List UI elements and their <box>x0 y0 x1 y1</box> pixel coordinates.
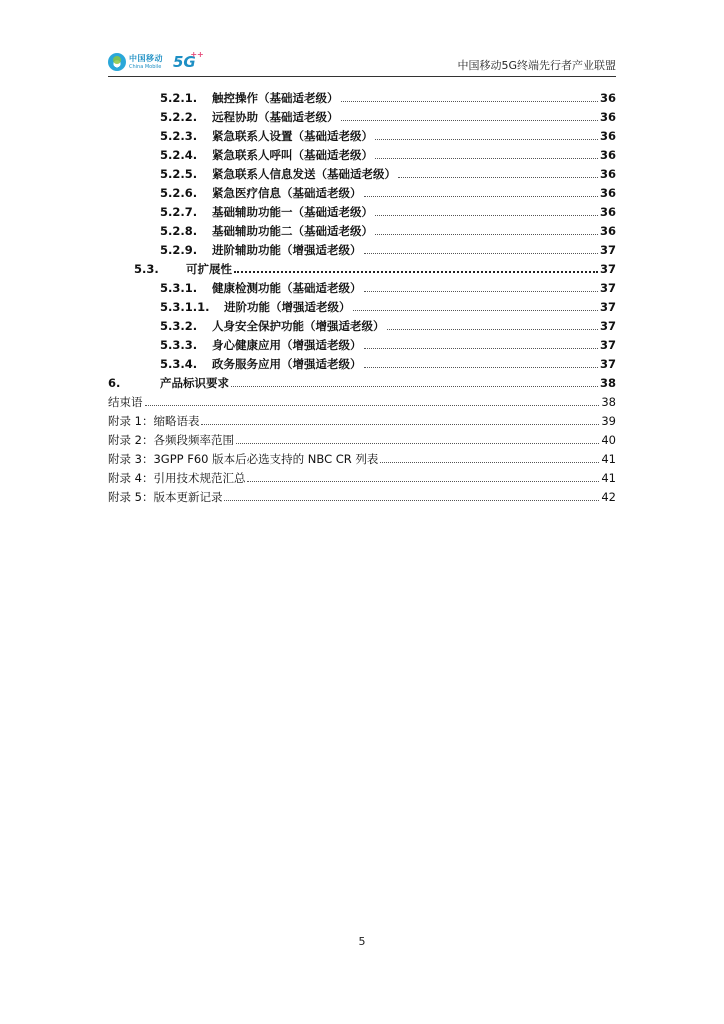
5g-logo-plus: ++ <box>190 49 204 59</box>
toc-dot-leader <box>234 271 598 273</box>
toc-dot-leader <box>231 386 598 387</box>
toc-entry[interactable] <box>108 86 616 105</box>
toc-entry-title: 产品标识要求 <box>160 376 229 390</box>
toc-entry-number: 5.2.4. <box>160 148 198 162</box>
toc-entry-number: 5.2.1. <box>160 91 198 105</box>
toc-entry-title: 身心健康应用（增强适老级） <box>212 338 362 352</box>
toc-dot-leader <box>224 500 599 501</box>
toc-dot-leader <box>341 120 598 121</box>
logo-english-name: China Mobile <box>129 63 162 70</box>
toc-entry-page: 36 <box>599 224 616 238</box>
china-mobile-logo <box>108 49 204 74</box>
china-mobile-logo-icon <box>108 53 126 71</box>
toc-entry[interactable] <box>108 257 616 276</box>
toc-dot-leader <box>145 405 600 406</box>
toc-entry[interactable] <box>108 485 616 504</box>
toc-entry-page: 38 <box>601 395 616 409</box>
toc-dot-leader <box>364 253 598 254</box>
toc-entry-page: 36 <box>599 129 616 143</box>
toc-entry-page: 41 <box>601 471 616 485</box>
toc-entry-number: 5.2.5. <box>160 167 198 181</box>
toc-entry-page: 37 <box>599 281 616 295</box>
toc-entry[interactable] <box>108 238 616 257</box>
toc-entry-title: 健康检测功能（基础适老级） <box>212 281 362 295</box>
toc-entry-number: 5.3.2. <box>160 319 198 333</box>
toc-entry-title: 人身安全保护功能（增强适老级） <box>212 319 385 333</box>
toc-dot-leader <box>236 443 599 444</box>
toc-entry-page: 37 <box>599 357 616 371</box>
toc-entry-title: 进阶功能（增强适老级） <box>224 300 351 314</box>
toc-entry-title: 进阶辅助功能（增强适老级） <box>212 243 362 257</box>
toc-entry-title: 远程协助（基础适老级） <box>212 110 339 124</box>
toc-entry[interactable] <box>108 105 616 124</box>
toc-entry[interactable] <box>108 428 616 447</box>
toc-entry-number: 5.2.3. <box>160 129 198 143</box>
toc-entry-number: 5.3.1. <box>160 281 198 295</box>
toc-dot-leader <box>375 139 598 140</box>
toc-entry[interactable] <box>108 390 616 409</box>
toc-entry[interactable] <box>108 466 616 485</box>
toc-entry[interactable] <box>108 314 616 333</box>
toc-dot-leader <box>364 367 598 368</box>
toc-entry[interactable] <box>108 352 616 371</box>
toc-entry[interactable] <box>108 143 616 162</box>
toc-entry-title: 基础辅助功能一（基础适老级） <box>212 205 373 219</box>
toc-entry-page: 36 <box>599 186 616 200</box>
toc-entry-title: 附录 5：版本更新记录 <box>108 490 223 504</box>
toc-entry-page: 39 <box>601 414 616 428</box>
toc-entry-number: 5.2.7. <box>160 205 198 219</box>
toc-entry-page: 36 <box>599 148 616 162</box>
toc-entry-number: 5.2.6. <box>160 186 198 200</box>
table-of-contents <box>108 86 616 504</box>
toc-entry-title: 紧急联系人信息发送（基础适老级） <box>212 167 396 181</box>
toc-entry[interactable] <box>108 409 616 428</box>
toc-entry-title: 政务服务应用（增强适老级） <box>212 357 362 371</box>
toc-entry-number: 5.3.1.1. <box>160 300 210 314</box>
logo-chinese-name: 中国移动 <box>129 53 163 63</box>
toc-entry-title: 附录 3：3GPP F60 版本后必选支持的 NBC CR 列表 <box>108 452 379 466</box>
toc-dot-leader <box>353 310 598 311</box>
toc-dot-leader <box>201 424 599 425</box>
logo-text <box>129 55 163 70</box>
toc-entry[interactable] <box>108 276 616 295</box>
toc-entry-number: 6. <box>108 376 121 390</box>
toc-entry-title: 结束语 <box>108 395 143 409</box>
toc-entry[interactable] <box>108 295 616 314</box>
toc-dot-leader <box>375 234 598 235</box>
toc-entry-title: 附录 2：各频段频率范围 <box>108 433 234 447</box>
toc-entry-number: 5.3.3. <box>160 338 198 352</box>
toc-entry[interactable] <box>108 124 616 143</box>
toc-entry-page: 40 <box>601 433 616 447</box>
toc-entry-page: 37 <box>599 319 616 333</box>
toc-entry-page: 36 <box>599 91 616 105</box>
toc-entry[interactable] <box>108 447 616 466</box>
toc-entry-page: 38 <box>599 376 616 390</box>
toc-dot-leader <box>375 215 598 216</box>
toc-dot-leader <box>364 291 598 292</box>
toc-entry-number: 5.2.2. <box>160 110 198 124</box>
toc-entry-title: 基础辅助功能二（基础适老级） <box>212 224 373 238</box>
toc-dot-leader <box>247 481 599 482</box>
toc-entry-number: 5.3. <box>134 262 159 276</box>
toc-entry-page: 37 <box>599 262 616 276</box>
toc-dot-leader <box>375 158 598 159</box>
toc-entry-title: 附录 1：缩略语表 <box>108 414 200 428</box>
toc-entry-page: 37 <box>599 338 616 352</box>
toc-entry-title: 紧急联系人呼叫（基础适老级） <box>212 148 373 162</box>
toc-entry[interactable] <box>108 219 616 238</box>
toc-entry-page: 37 <box>599 300 616 314</box>
toc-entry-page: 36 <box>599 110 616 124</box>
toc-entry-page: 41 <box>601 452 616 466</box>
5g-logo <box>173 49 204 71</box>
toc-entry-number: 5.2.9. <box>160 243 198 257</box>
5g-logo-text: 5G <box>173 52 196 71</box>
toc-dot-leader <box>398 177 598 178</box>
toc-entry-page: 42 <box>601 490 616 504</box>
page-number: 5 <box>358 935 366 948</box>
toc-dot-leader <box>380 462 599 463</box>
toc-entry-page: 36 <box>599 205 616 219</box>
toc-dot-leader <box>364 348 598 349</box>
toc-entry[interactable] <box>108 181 616 200</box>
toc-entry-title: 可扩展性 <box>186 262 232 276</box>
toc-entry-page: 37 <box>599 243 616 257</box>
toc-entry-title: 紧急医疗信息（基础适老级） <box>212 186 362 200</box>
toc-dot-leader <box>341 101 598 102</box>
toc-entry[interactable] <box>108 200 616 219</box>
toc-dot-leader <box>387 329 598 330</box>
toc-entry[interactable] <box>108 371 616 390</box>
organization-name: 中国移动5G终端先行者产业联盟 <box>457 59 616 72</box>
toc-entry-number: 5.3.4. <box>160 357 198 371</box>
toc-entry[interactable] <box>108 162 616 181</box>
toc-entry-number: 5.2.8. <box>160 224 198 238</box>
toc-entry[interactable] <box>108 333 616 352</box>
toc-entry-title: 触控操作（基础适老级） <box>212 91 339 105</box>
toc-entry-title: 紧急联系人设置（基础适老级） <box>212 129 373 143</box>
toc-entry-page: 36 <box>599 167 616 181</box>
toc-entry-title: 附录 4：引用技术规范汇总 <box>108 471 246 485</box>
toc-dot-leader <box>364 196 598 197</box>
page-header <box>108 46 616 77</box>
